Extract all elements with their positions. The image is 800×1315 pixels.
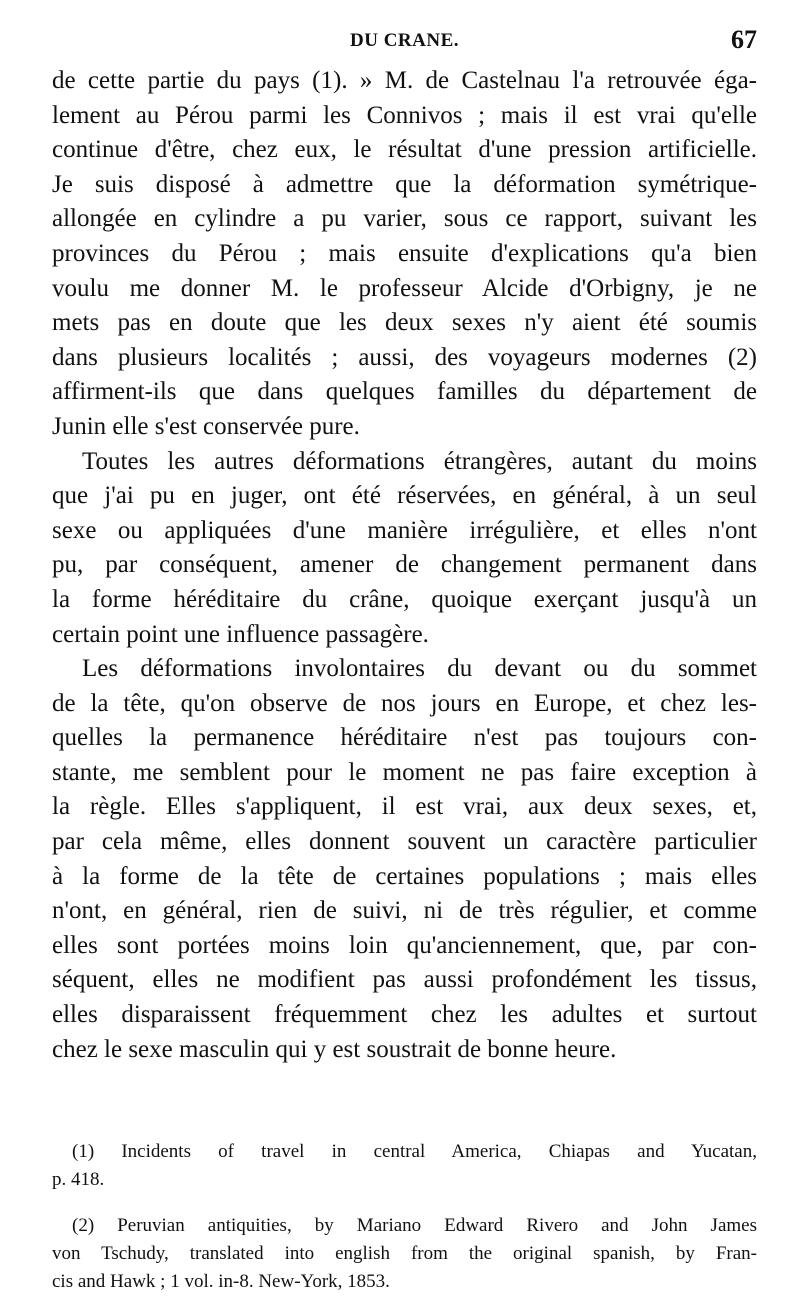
text-line: de cette partie du pays (1). » M. de Castelnau l'a retrouvée éga- — [52, 67, 757, 94]
text-line: Les déformations involontaires du devant ou du sommet — [82, 655, 757, 683]
text-line: mets pas en doute que les deux sexes n'y aient été soumis — [52, 309, 757, 337]
text-line: de la tête, qu'on observe de nos jours en Europe, et chez les- — [52, 689, 757, 717]
text-line: provinces du Pérou ; mais ensuite d'explications qu'a bien — [52, 239, 757, 267]
text-line: sexe ou appliquées d'une manière irrégulière, et elles n'ont — [52, 516, 757, 544]
footnote-2-line: (2) Peruvian antiquities, by Mariano Edward Rivero and John James — [72, 1215, 757, 1236]
text-line: pu, par conséquent, amener de changement permanent dans — [52, 551, 757, 579]
text-line: Toutes les autres déformations étrangères, autant du moins — [82, 447, 757, 475]
text-line: chez le sexe masculin qui y est soustrait de bonne heure. — [52, 1035, 617, 1063]
body-text — [52, 64, 757, 1067]
text-line: allongée en cylindre a pu varier, sous ce rapport, suivant les — [52, 205, 757, 233]
footnote-2-line: von Tschudy, translated into english from the original spanish, by Fran- — [52, 1243, 757, 1264]
text-line: continue d'être, chez eux, le résultat d'une pression artificielle. — [52, 136, 757, 164]
text-line: lement au Pérou parmi les Connivos ; mais il est vrai qu'elle — [52, 101, 757, 129]
text-line: séquent, elles ne modifient pas aussi profondément les tissus, — [52, 966, 757, 994]
footnotes — [52, 1138, 757, 1296]
running-head: DU CRANE. — [350, 30, 459, 51]
footnote-2-line: cis and Hawk ; 1 vol. in-8. New-York, 1853. — [52, 1271, 390, 1292]
text-line: que j'ai pu en juger, ont été réservées, en général, à un seul — [52, 482, 757, 510]
text-line: elles disparaissent fréquemment chez les adultes et surtout — [52, 1001, 757, 1029]
page-header — [52, 25, 757, 64]
text-line: par cela même, elles donnent souvent un caractère particulier — [52, 828, 757, 856]
text-line: certain point une influence passagère. — [52, 620, 429, 648]
text-line: la forme héréditaire du crâne, quoique exerçant jusqu'à un — [52, 585, 757, 613]
text-line: stante, me semblent pour le moment ne pas faire exception à — [52, 758, 757, 786]
footnote-1-line: p. 418. — [52, 1169, 105, 1190]
text-line: voulu me donner M. le professeur Alcide d'Orbigny, je ne — [52, 274, 757, 302]
footnote-1-line: (1) Incidents of travel in central America, Chiapas and Yucatan, — [72, 1141, 757, 1162]
text-line: n'ont, en général, rien de suivi, ni de très régulier, et comme — [52, 897, 757, 925]
text-line: affirment-ils que dans quelques familles du département de — [52, 378, 757, 406]
text-line: Je suis disposé à admettre que la déformation symétrique- — [52, 170, 757, 198]
text-line: Junin elle s'est conservée pure. — [52, 412, 360, 440]
text-line: à la forme de la tête de certaines populations ; mais elles — [52, 862, 757, 890]
text-line: dans plusieurs localités ; aussi, des voyageurs modernes (2) — [52, 343, 757, 371]
text-line: la règle. Elles s'appliquent, il est vrai, aux deux sexes, et, — [52, 793, 757, 821]
text-line: elles sont portées moins loin qu'anciennement, que, par con- — [52, 931, 757, 959]
text-line: quelles la permanence héréditaire n'est pas toujours con- — [52, 724, 757, 752]
page-number: 67 — [731, 25, 757, 54]
